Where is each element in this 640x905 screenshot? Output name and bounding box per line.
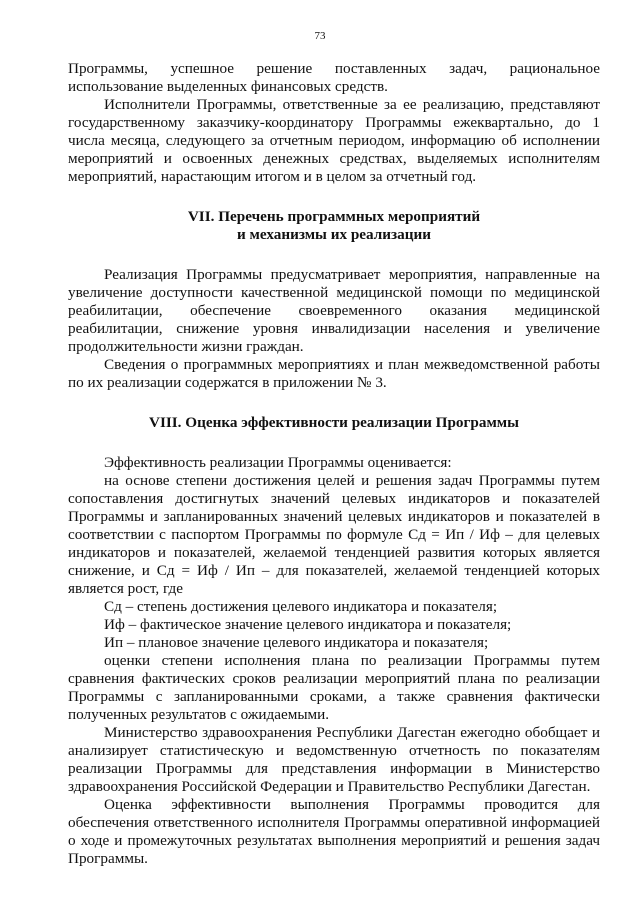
paragraph-2: Исполнители Программы, ответственные за ее реализацию, представляют государственному заказчику-координатору Программы ежеквартально, до 1 числа месяца, следующего за отчетным периодом, информацию об исполнении мероприятий и освоенных денежных средствах, выделяемых исполнителям мероприятий, нарастающим итогом и в целом за отчетный год. <box>68 96 600 185</box>
section-7-title-line-2: и механизмы их реализации <box>237 226 431 243</box>
paragraph-10: оценки степени исполнения плана по реализации Программы путем сравнения фактических сроков реализации мероприятий плана по реализации Программы с запланированными сроками, а также сравнения фактически полученных результатов с ожидаемыми. <box>68 652 600 723</box>
paragraph-4: Сведения о программных мероприятиях и план межведомственной работы по их реализации содержатся в приложении № 3. <box>68 356 600 391</box>
paragraph-11: Министерство здравоохранения Республики Дагестан ежегодно обобщает и анализирует статистическую и ведомственную отчетность по показателям реализации Программы для представления информации в Министерство здравоохранения Российской Федерации и Правительство Республики Дагестан. <box>68 724 600 795</box>
page-number: 73 <box>314 30 326 42</box>
document-body <box>68 60 600 868</box>
paragraph-3: Реализация Программы предусматривает мероприятия, направленные на увеличение доступности качественной медицинской помощи по медицинской реабилитации, обеспечение своевременного оказания медицинской реабилитации, снижение уровня инвалидизации населения и увеличение продолжительности жизни граждан. <box>68 266 600 355</box>
paragraph-9: Ип – плановое значение целевого индикатора и показателя; <box>104 634 489 651</box>
paragraph-12: Оценка эффективности выполнения Программы проводится для обеспечения ответственного исполнителя Программы оперативной информацией о ходе и промежуточных результатах выполнения мероприятий и решения задач Программы. <box>68 796 600 867</box>
section-7-title <box>68 208 600 244</box>
paragraph-7: Сд – степень достижения целевого индикатора и показателя; <box>104 598 498 615</box>
section-7-title-line-1: VII. Перечень программных мероприятий <box>187 208 481 225</box>
paragraph-6: на основе степени достижения целей и решения задач Программы путем сопоставления достигнутых значений целевых индикаторов и показателей Программы и запланированных значений целевых индикаторов и показателей в соответствии с паспортом Программы по формуле Сд = Ип / Иф – для целевых индикаторов и показателей, желаемой тенденцией развития которых является снижение, и Сд = Иф / Ип – для показателей, желаемой тенденцией которых является рост, где <box>68 472 600 597</box>
section-8-title: VIII. Оценка эффективности реализации Программы <box>148 414 520 431</box>
paragraph-1: Программы, успешное решение поставленных задач, рациональное использование выделенных финансовых средств. <box>68 60 600 95</box>
paragraph-5: Эффективность реализации Программы оценивается: <box>104 454 452 471</box>
paragraph-8: Иф – фактическое значение целевого индикатора и показателя; <box>104 616 512 633</box>
